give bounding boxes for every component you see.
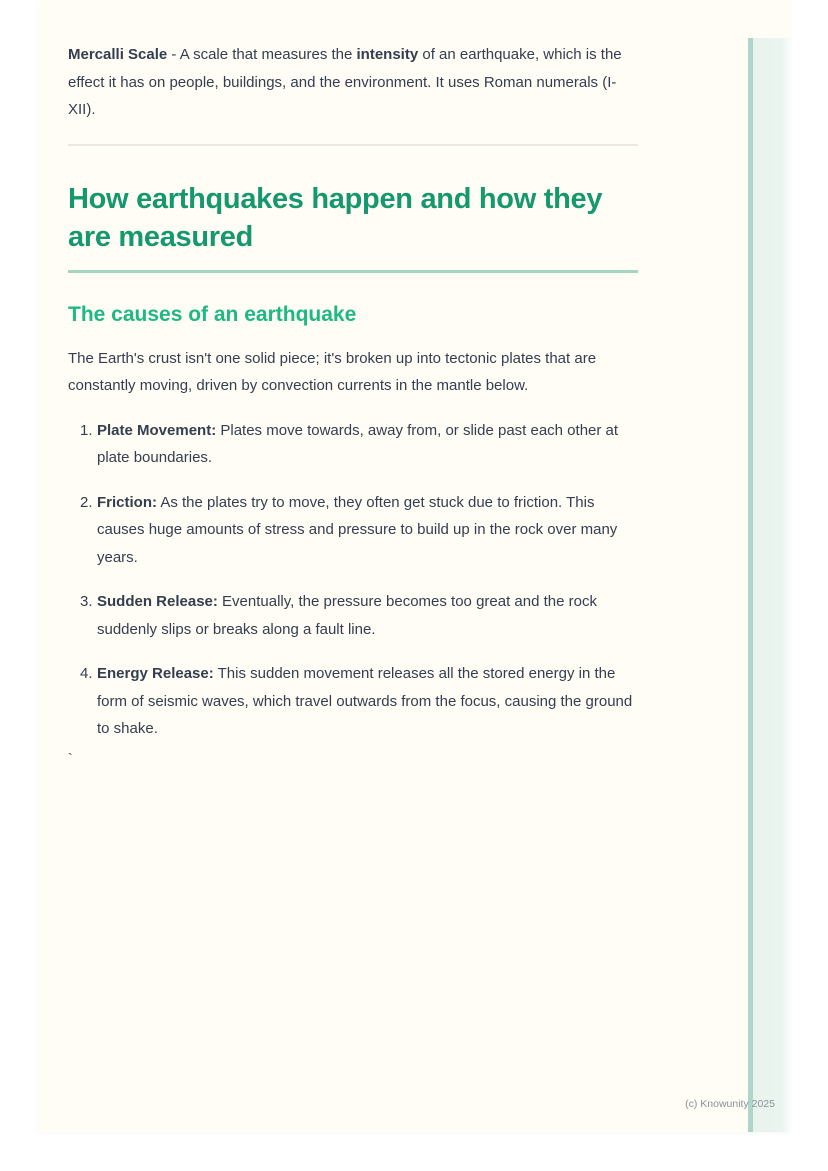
list-item-body bbox=[97, 417, 638, 472]
list-item-label: Sudden Release: bbox=[97, 593, 218, 610]
list-item-text: As the plates try to move, they often get stuck due to friction. This causes huge amounts of stress and pressure to build up in the rock over many years. bbox=[97, 493, 618, 566]
list-item-number: 3. bbox=[80, 593, 93, 610]
section-title-underline bbox=[68, 270, 638, 273]
list-item-text: Plates move towards, away from, or slide past each other at plate boundaries. bbox=[97, 421, 619, 466]
copyright-note: (c) Knowunity 2025 bbox=[685, 1098, 775, 1110]
list-item-label: Friction: bbox=[97, 493, 157, 511]
causes-list bbox=[68, 417, 638, 743]
stray-backtick: ` bbox=[68, 749, 73, 766]
page-accent-bar bbox=[748, 38, 790, 1132]
list-item bbox=[80, 588, 638, 643]
list-item-text: Eventually, the pressure becomes too great and the rock suddenly slips or breaks along a fault line. bbox=[97, 593, 597, 638]
list-item-label: Energy Release: bbox=[97, 665, 214, 682]
section-divider bbox=[68, 144, 638, 146]
list-item bbox=[80, 660, 638, 743]
list-item-body bbox=[97, 660, 638, 743]
list-item-number: 2. bbox=[80, 493, 93, 511]
intro-paragraph: The Earth's crust isn't one solid piece; it's broken up into tectonic plates that are constantly moving, driven by convection currents in the mantle below. bbox=[68, 349, 597, 394]
definition-term: Mercalli Scale bbox=[68, 46, 168, 63]
list-item-number: 1. bbox=[80, 421, 93, 439]
definition-mid-text: - A scale that measures the bbox=[167, 46, 357, 63]
list-item bbox=[80, 417, 638, 472]
definition-rest-text: of an earthquake, which is the effect it has on people, buildings, and the environment. It uses Roman numerals (I-XII). bbox=[68, 46, 622, 118]
list-item-body bbox=[97, 489, 638, 572]
list-item-text: This sudden movement releases all the stored energy in the form of seismic waves, which travel outwards from the focus, causing the ground to shake. bbox=[97, 665, 633, 737]
definition-bold-word: intensity bbox=[356, 46, 419, 63]
list-item-label: Plate Movement: bbox=[97, 421, 217, 439]
definition-paragraph bbox=[68, 41, 638, 124]
list-item-body bbox=[97, 588, 638, 643]
page-content bbox=[68, 0, 638, 766]
section-title: How earthquakes happen and how they are measured bbox=[68, 182, 603, 253]
list-item bbox=[80, 489, 638, 572]
list-item-number: 4. bbox=[80, 665, 93, 682]
section-subtitle: The causes of an earthquake bbox=[68, 302, 357, 326]
